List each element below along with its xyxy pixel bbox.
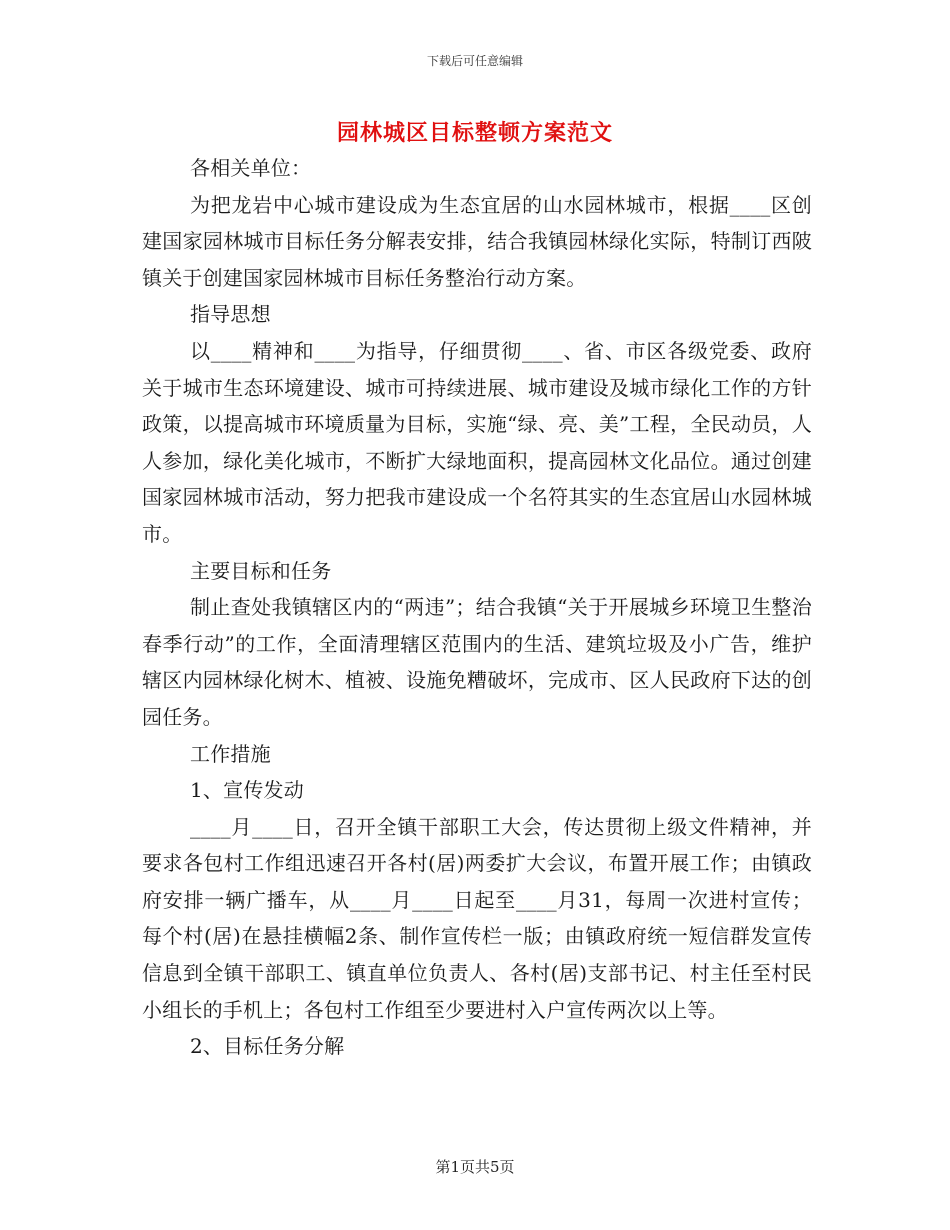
subheading-publicity: 1、宣传发动 (190, 778, 304, 803)
section-heading-guiding-ideology: 指导思想 (190, 302, 271, 327)
page-indicator: 第1页共5页 (435, 1158, 515, 1176)
publicity-paragraph: ____月____日，召开全镇干部职工大会，传达贯彻上级文件精神，并要求各包村工作组迅速召开各村(居)两委扩大会议，布置开展工作；由镇政府安排一辆广播车，从____月____日起至____月31，每周一次进村宣传；每个村(居)在悬挂横幅2条、制作宣传栏一版；由镇政府统一短信群发宣传信息到全镇干部职工、镇直单位负责人、各村(居)支部书记、村主任至村民小组长的手机上；各包村工作组至少要进村入户宣传两次以上等。 (142, 814, 812, 1022)
intro-paragraph: 为把龙岩中心城市建设成为生态宜居的山水园林城市，根据____区创建国家园林城市目标任务分解表安排，结合我镇园林绿化实际，特制订西陂镇关于创建国家园林城市目标任务整治行动方案。 (142, 192, 812, 290)
subheading-task-breakdown: 2、目标任务分解 (190, 1034, 345, 1059)
section-heading-work-measures: 工作措施 (190, 741, 271, 766)
goals-tasks-paragraph: 制止查处我镇辖区内的“两违”；结合我镇“关于开展城乡环境卫生整治春季行动”的工作，全面清理辖区范围内的生活、建筑垃圾及小广告，维护辖区内园林绿化树木、植被、设施免糟破坏，完成市、区人民政府下达的创园任务。 (142, 595, 812, 729)
header-note: 下载后可任意编辑 (426, 54, 523, 68)
section-heading-goals-tasks: 主要目标和任务 (190, 558, 332, 583)
guiding-ideology-paragraph: 以____精神和____为指导，仔细贯彻____、省、市区各级党委、政府关于城市生态环境建设、城市可持续进展、城市建设及城市绿化工作的方针政策，以提高城市环境质量为目标，实施“绿、亮、美”工程，全民动员，人人参加，绿化美化城市，不断扩大绿地面积，提高园林文化品位。通过创建国家园林城市活动，努力把我市建设成一个名符其实的生态宜居山水园林城市。 (142, 338, 812, 546)
document-body (142, 150, 812, 1065)
salutation: 各相关单位： (190, 156, 312, 180)
document-title: 园林城区目标整顿方案范文 (336, 120, 613, 146)
